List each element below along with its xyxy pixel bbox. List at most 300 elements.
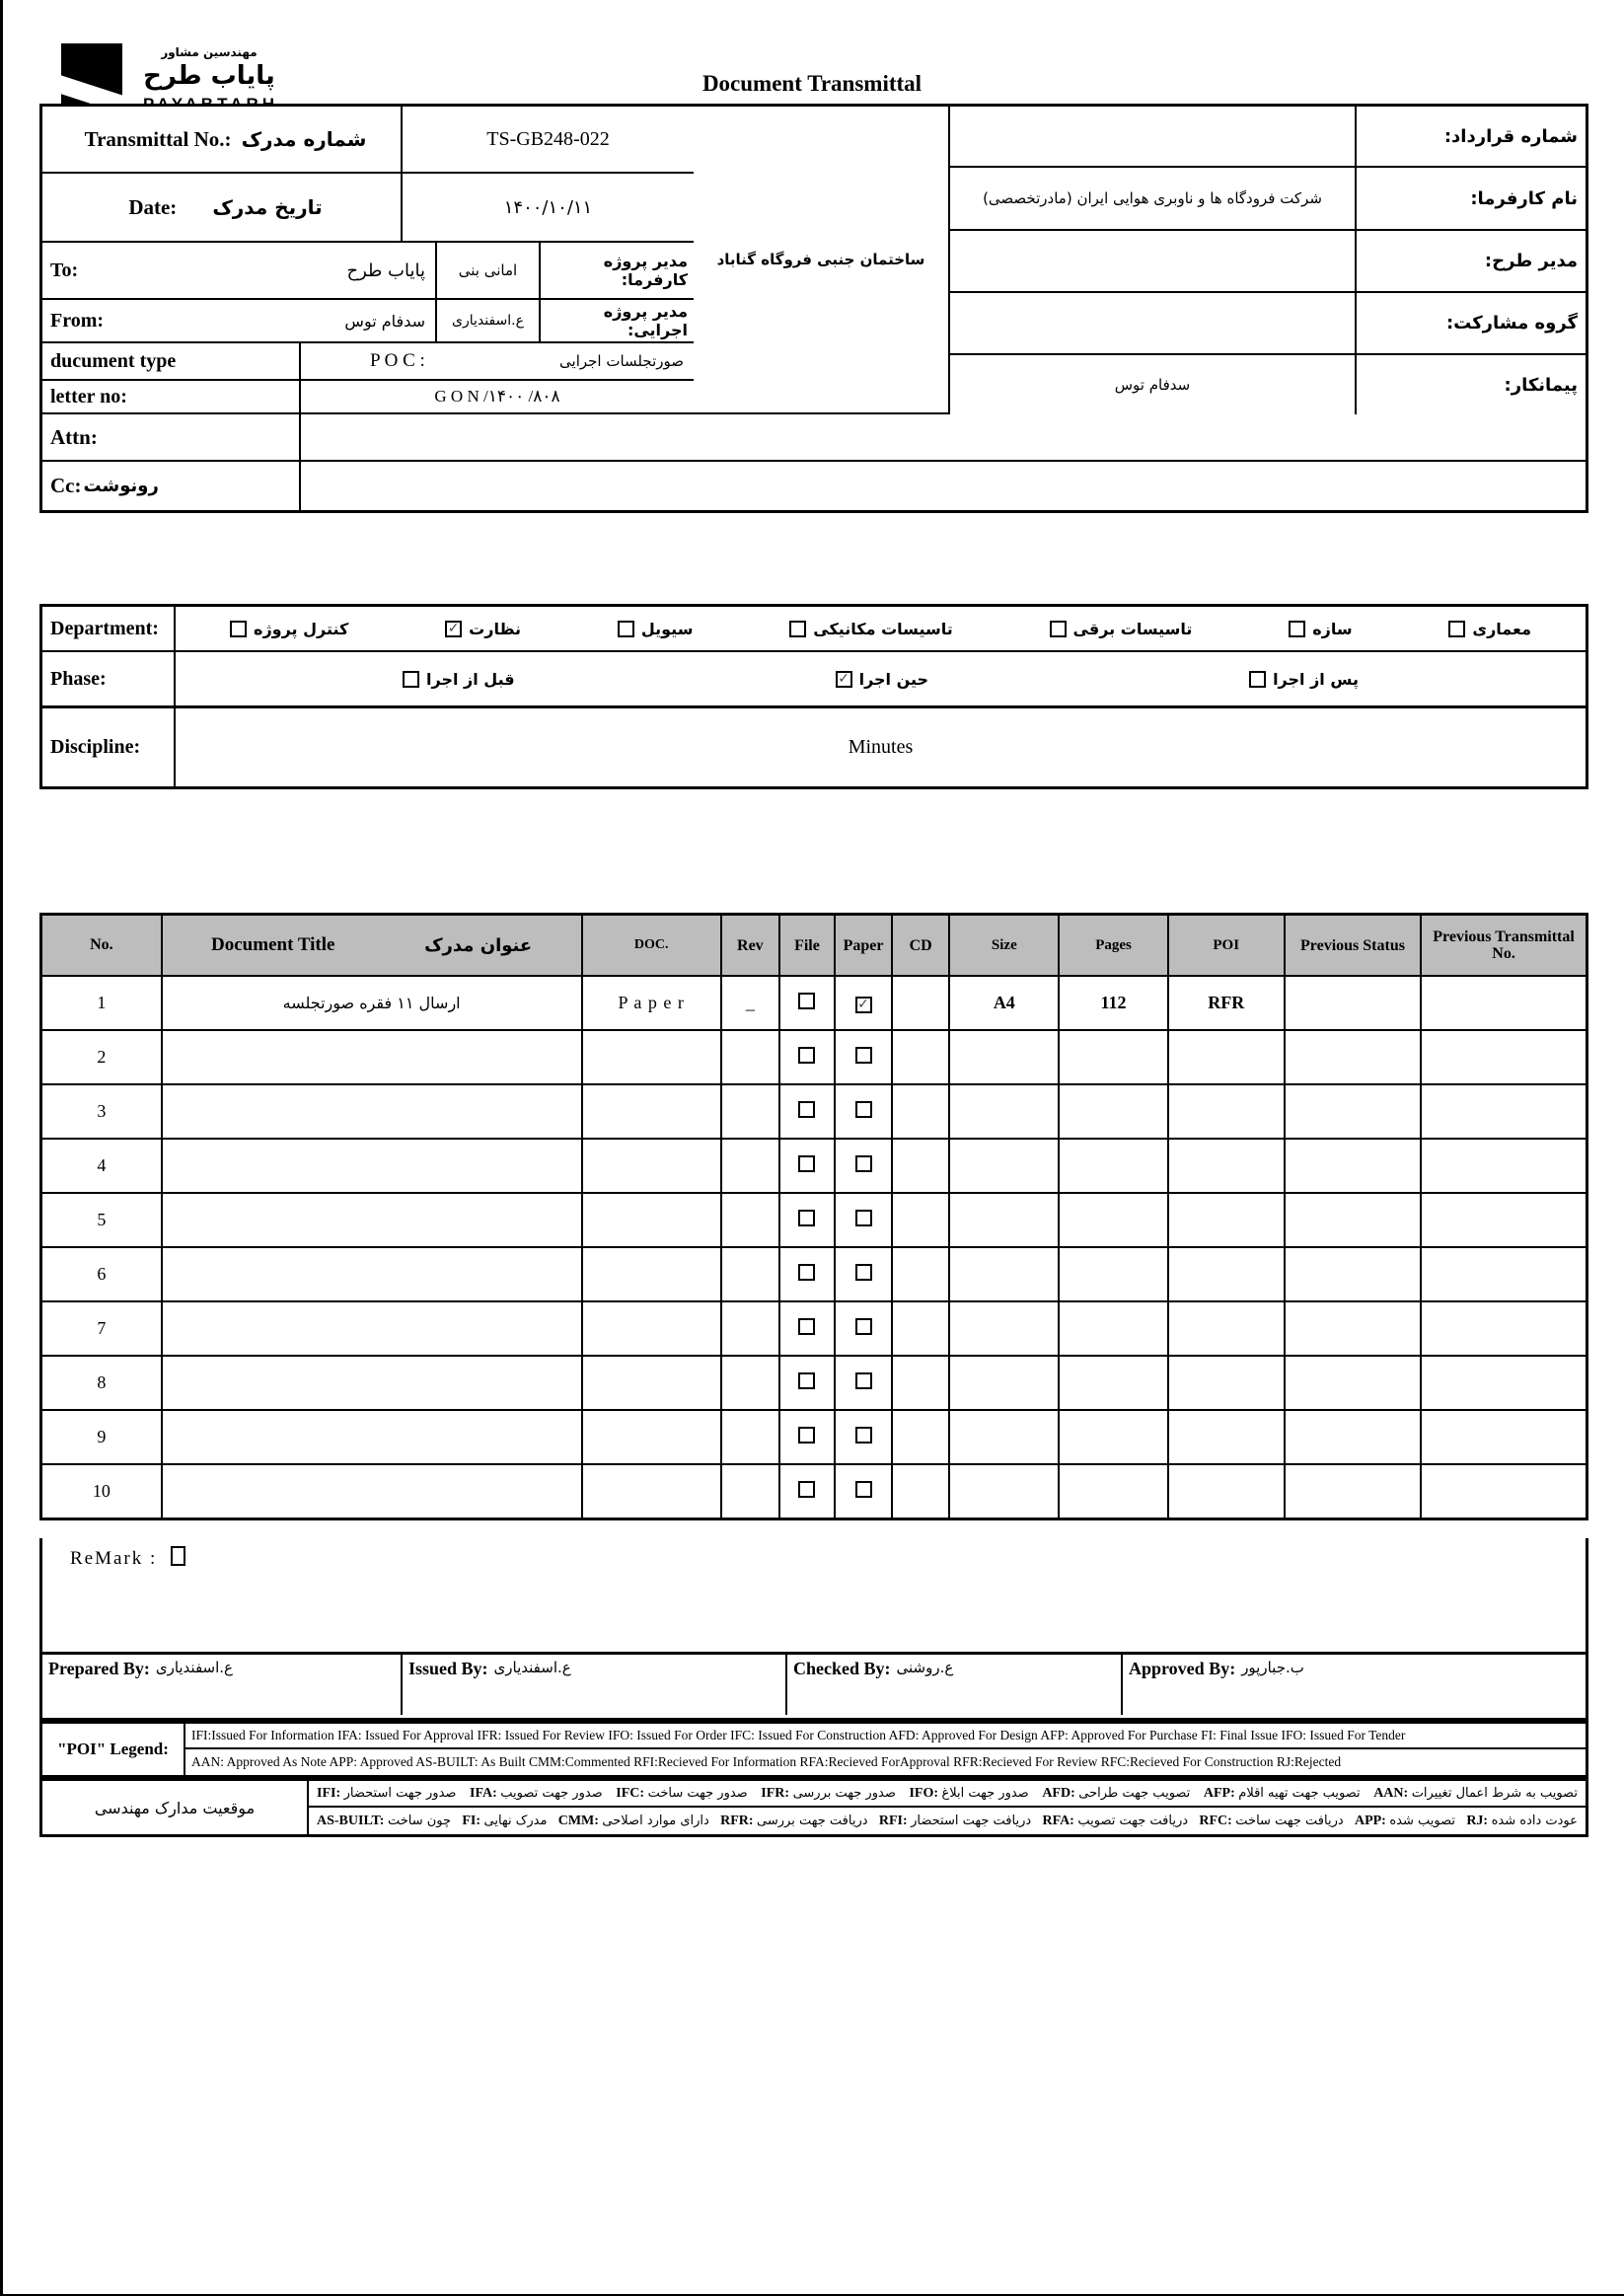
cell-paper [835, 1247, 892, 1301]
cell-poi [1168, 1356, 1285, 1410]
contract-row-label-text: گروه مشارکت: [1445, 313, 1578, 333]
legend-item-text: چون ساخت [387, 1813, 452, 1828]
cell-cd [892, 1356, 949, 1410]
cell-paper [835, 1356, 892, 1410]
contract-row-value [950, 231, 1355, 293]
legend-item-text: صدور جهت بررسی [792, 1785, 896, 1801]
cell-rev [721, 1356, 779, 1410]
signature-cell [1123, 1655, 1588, 1715]
cell-size [949, 1139, 1059, 1193]
cell-prev-status [1285, 1193, 1421, 1247]
file-checkbox[interactable] [798, 1210, 815, 1226]
doc-type-label: ducument type [50, 349, 177, 372]
attn-label-cell [42, 414, 301, 462]
legend-item [720, 1814, 867, 1829]
signature-label: Prepared By: [48, 1659, 150, 1678]
client-pm-value-cell [437, 243, 541, 300]
file-checkbox[interactable] [798, 1047, 815, 1064]
department-checkbox-2[interactable] [1050, 621, 1067, 637]
legend-item [1042, 1786, 1190, 1802]
contract-row-label-text: پیمانکار: [1504, 374, 1578, 396]
table-row [41, 1139, 1587, 1193]
cell-prev-status [1285, 1301, 1421, 1356]
department-option-label: تاسیسات مکانیکی [813, 619, 953, 638]
cell-pages [1059, 1030, 1167, 1084]
contract-row-label-text: شماره قرارداد: [1443, 125, 1578, 147]
cell-file [779, 1356, 835, 1410]
signature-name: ع.روشنی [896, 1659, 954, 1676]
department-option-label: معماری [1472, 619, 1531, 638]
logo-fa-tagline: مهندسین مشاور [161, 45, 258, 59]
cell-doc [582, 1030, 721, 1084]
cell-no: 5 [41, 1193, 162, 1247]
to-label-cell [42, 243, 176, 300]
cell-title [162, 1139, 582, 1193]
cell-doc: P a p e r [582, 976, 721, 1030]
legend-item-text: تصویب به شرط اعمال تغییرات [1411, 1785, 1578, 1801]
legend-item-text: صدور جهت ساخت [647, 1785, 748, 1801]
cell-no: 1 [41, 976, 162, 1030]
legend-item [761, 1786, 896, 1802]
cell-rev [721, 1193, 779, 1247]
department-checkbox-5[interactable]: ✓ [445, 621, 462, 637]
legend-item-text: مدرک نهایی [483, 1813, 548, 1828]
remark-section [39, 1538, 1588, 1655]
cell-rev [721, 1410, 779, 1464]
legend-item-text: دریافت جهت بررسی [757, 1813, 868, 1828]
signature-cell [42, 1655, 403, 1715]
legend-item-text: تصویب جهت تهیه اقلام [1238, 1785, 1361, 1801]
legend-item-code: IFI: [317, 1785, 344, 1801]
cell-pages [1059, 1247, 1167, 1301]
cell-no: 2 [41, 1030, 162, 1084]
letter-no-value-cell [301, 381, 694, 414]
department-option-label: تاسیسات برقی [1072, 619, 1193, 638]
placeholder-box-glyph [171, 1546, 185, 1566]
col-header-size: Size [949, 915, 1059, 977]
cell-prev-status [1285, 1139, 1421, 1193]
poi-legend-line2: AAN: Approved As Note APP: Approved AS-BUILT: As Built CMM:Commented RFI:Recieved For Information RFA:Recieved ForApproval RFR:Recieved For Review RFC:Recieved For Construction RJ:Rejected [191, 1754, 1342, 1770]
department-option-label: نظارت [469, 619, 522, 638]
poi-legend-line1-cell [185, 1724, 1586, 1749]
poi-legend-label-cell [42, 1724, 185, 1775]
fa-legend-label: موقعیت مدارک مهندسی [94, 1798, 256, 1817]
cell-doc [582, 1356, 721, 1410]
legend-item-text: دریافت جهت استحضار [911, 1813, 1032, 1828]
col-header-pages: Pages [1059, 915, 1167, 977]
department-option-label: سازه [1312, 619, 1353, 638]
cell-paper [835, 1410, 892, 1464]
cell-size: A4 [949, 976, 1059, 1030]
client-pm-label: مدیر پروژه کارفرما: [603, 252, 688, 289]
table-row [41, 1464, 1587, 1519]
cell-cd [892, 1084, 949, 1139]
legend-item-code: IFO: [909, 1785, 942, 1801]
department-checkbox-4[interactable] [618, 621, 634, 637]
table-row [41, 1247, 1587, 1301]
legend-item-code: RJ: [1466, 1813, 1492, 1828]
cell-prev-transmittal [1421, 1464, 1587, 1519]
cell-doc [582, 1139, 721, 1193]
paper-checkbox[interactable] [855, 1318, 872, 1335]
paper-checkbox[interactable]: ✓ [855, 997, 872, 1013]
file-checkbox[interactable] [798, 993, 815, 1009]
col-header-poi: POI [1168, 915, 1285, 977]
cell-rev [721, 1084, 779, 1139]
contract-row-value [950, 168, 1355, 231]
cell-title: ارسال ۱۱ فقره صورتجلسه [162, 976, 582, 1030]
cell-poi [1168, 1084, 1285, 1139]
file-checkbox[interactable] [798, 1318, 815, 1335]
col-header-rev: Rev [721, 915, 779, 977]
cell-file [779, 1410, 835, 1464]
paper-checkbox[interactable] [855, 1481, 872, 1498]
legend-item [1199, 1814, 1343, 1829]
cell-file [779, 1139, 835, 1193]
cell-rev [721, 1139, 779, 1193]
department-option [1050, 620, 1193, 638]
cell-title [162, 1356, 582, 1410]
cell-prev-status [1285, 1030, 1421, 1084]
scan-edge-left [0, 0, 3, 2296]
col-header-prev-status: Previous Status [1285, 915, 1421, 977]
cell-file [779, 1084, 835, 1139]
signature-cell [403, 1655, 787, 1715]
from-value: سدفام توس [344, 311, 425, 331]
department-checkbox-6[interactable] [230, 621, 247, 637]
legend-item-text: عودت داده شده [1491, 1813, 1578, 1828]
cell-size [949, 1247, 1059, 1301]
cell-cd [892, 1410, 949, 1464]
legend-item [462, 1814, 547, 1829]
department-option [1289, 620, 1352, 638]
file-checkbox[interactable] [798, 1481, 815, 1498]
phase-option-label: قبل از اجرا [426, 669, 515, 689]
cell-paper [835, 1030, 892, 1084]
legend-item [470, 1786, 603, 1802]
cell-pages [1059, 1410, 1167, 1464]
signature-cell [787, 1655, 1123, 1715]
contract-row-label [1355, 231, 1586, 293]
file-checkbox[interactable] [798, 1427, 815, 1444]
cell-file [779, 1247, 835, 1301]
cell-cd [892, 1139, 949, 1193]
contract-row-label [1355, 293, 1586, 355]
cell-prev-status [1285, 1410, 1421, 1464]
phase-checkbox-0[interactable] [1249, 671, 1266, 688]
cell-paper [835, 1464, 892, 1519]
cell-cd [892, 1030, 949, 1084]
cell-pages [1059, 1193, 1167, 1247]
document-list-table [39, 913, 1588, 1520]
cell-title [162, 1464, 582, 1519]
from-label: From: [50, 309, 105, 332]
file-checkbox[interactable] [798, 1372, 815, 1389]
cell-paper [835, 1139, 892, 1193]
signature-name: ب.جبارپور [1241, 1659, 1304, 1676]
cell-size [949, 1084, 1059, 1139]
cell-file [779, 1301, 835, 1356]
signature-label: Approved By: [1129, 1659, 1236, 1678]
department-option-label: سیویل [640, 619, 694, 638]
cell-pages [1059, 1356, 1167, 1410]
department-option [1448, 620, 1531, 638]
legend-item-text: صدور جهت تصویب [500, 1785, 603, 1801]
cell-poi [1168, 1464, 1285, 1519]
fa-legend-section [39, 1778, 1588, 1837]
legend-item [879, 1814, 1031, 1829]
cell-no: 4 [41, 1139, 162, 1193]
cell-poi [1168, 1247, 1285, 1301]
discipline-value: Minutes [848, 736, 914, 758]
cell-paper [835, 1193, 892, 1247]
date-label-en: Date: [128, 194, 178, 219]
exec-pm-value-cell [437, 300, 541, 343]
doc-type-value-fa: صورتجلسات اجرایی [559, 352, 684, 370]
remark-label: ReMark : [70, 1546, 185, 1570]
cell-pages: 112 [1059, 976, 1167, 1030]
cell-rev [721, 1301, 779, 1356]
discipline-label: Discipline: [50, 736, 141, 758]
cell-title [162, 1084, 582, 1139]
legend-item [558, 1814, 709, 1829]
cc-label-fa: رونوشت [83, 476, 159, 496]
logo-fa-name: پایاب طرح [143, 61, 275, 91]
department-checkbox-1[interactable] [1289, 621, 1305, 637]
transmittal-no-label-en: Transmittal No.: [84, 126, 232, 151]
department-label: Department: [50, 617, 159, 639]
paper-checkbox[interactable] [855, 1047, 872, 1064]
legend-item-code: AFD: [1042, 1785, 1079, 1801]
legend-item-text: صدور جهت ابلاغ [941, 1785, 1029, 1801]
legend-item-code: IFR: [761, 1785, 793, 1801]
phase-label: Phase: [50, 667, 107, 690]
contract-row-label [1355, 168, 1586, 231]
transmittal-no-label-fa: شماره مدرک [241, 127, 367, 151]
cell-doc [582, 1301, 721, 1356]
paper-checkbox[interactable] [855, 1155, 872, 1172]
legend-item-code: IFA: [470, 1785, 501, 1801]
legend-item-code: FI: [462, 1813, 484, 1828]
department-checkbox-0[interactable] [1448, 621, 1465, 637]
department-option [230, 620, 348, 638]
legend-item-code: RFA: [1042, 1813, 1078, 1828]
col-header-paper: Paper [835, 915, 892, 977]
letter-no-label-cell [42, 381, 301, 414]
cell-size [949, 1301, 1059, 1356]
legend-item [1373, 1786, 1578, 1802]
info-table [39, 104, 1588, 513]
legend-item-code: AFP: [1203, 1785, 1239, 1801]
doc-type-value: P O C : [370, 350, 425, 371]
cell-size [949, 1030, 1059, 1084]
cell-no: 9 [41, 1410, 162, 1464]
paper-checkbox[interactable] [855, 1264, 872, 1281]
cell-file [779, 1030, 835, 1084]
exec-pm-label: مدیر پروژه اجرایی: [603, 302, 688, 339]
fa-legend-label-cell [42, 1781, 309, 1834]
file-checkbox[interactable] [798, 1264, 815, 1281]
legend-item-text: تصویب شده [1389, 1813, 1455, 1828]
cell-rev [721, 1247, 779, 1301]
signature-name: ع.اسفندیاری [155, 1659, 233, 1676]
cell-cd [892, 1247, 949, 1301]
table-row [41, 1030, 1587, 1084]
contract-row-value-text: سدفام توس [1114, 376, 1191, 394]
cell-cd [892, 1193, 949, 1247]
legend-item [317, 1786, 456, 1802]
table-row [41, 1084, 1587, 1139]
poi-legend-line1: IFI:Issued For Information IFA: Issued For Approval IFR: Issued For Review IFO: Issued For Order IFC: Issued For Construction AFD: Approved For Design AFP: Approved For Purchase FI: Final Issue IFO: Issued For Tender [191, 1728, 1406, 1743]
cell-title [162, 1410, 582, 1464]
cell-rev [721, 1464, 779, 1519]
doc-type-value-cell [301, 343, 694, 381]
signatures-section [39, 1655, 1588, 1721]
contract-row-value-text: شرکت فرودگاه ها و ناوبری هوایی ایران (مادرتخصصی) [983, 189, 1322, 207]
contract-row-label-text: مدیر طرح: [1484, 251, 1578, 271]
cc-label-cell [42, 462, 301, 510]
paper-checkbox[interactable] [855, 1427, 872, 1444]
from-label-cell [42, 300, 176, 343]
contract-row-label [1355, 355, 1586, 414]
legend-item-code: APP: [1354, 1813, 1390, 1828]
cell-poi [1168, 1301, 1285, 1356]
legend-item [1042, 1814, 1188, 1829]
legend-item-text: دارای موارد اصلاحی [602, 1813, 709, 1828]
to-label: To: [50, 259, 79, 281]
department-checkbox-3[interactable] [789, 621, 806, 637]
department-option [445, 620, 521, 638]
cell-doc [582, 1410, 721, 1464]
cell-prev-transmittal [1421, 1356, 1587, 1410]
cell-doc [582, 1193, 721, 1247]
legend-item-text: دریافت جهت ساخت [1235, 1813, 1344, 1828]
contract-row-label [1355, 107, 1586, 168]
attn-label: Attn: [50, 424, 98, 449]
file-checkbox[interactable] [798, 1101, 815, 1118]
cell-cd [892, 1301, 949, 1356]
cell-no: 10 [41, 1464, 162, 1519]
table-header-row [41, 915, 1587, 977]
col-header-file: File [779, 915, 835, 977]
cell-paper [835, 1301, 892, 1356]
phase-checkbox-2[interactable] [403, 671, 419, 688]
cell-prev-transmittal [1421, 1301, 1587, 1356]
legend-item-text: تصویب جهت طراحی [1078, 1785, 1191, 1801]
cell-prev-status [1285, 1356, 1421, 1410]
legend-item-code: AS-BUILT: [317, 1813, 388, 1828]
department-label-cell [42, 607, 176, 652]
contract-row-value [950, 293, 1355, 355]
cell-no: 7 [41, 1301, 162, 1356]
legend-item [1466, 1814, 1578, 1829]
cell-title [162, 1247, 582, 1301]
cell-size [949, 1410, 1059, 1464]
poi-legend-line2-cell [185, 1749, 1586, 1775]
file-checkbox[interactable] [798, 1155, 815, 1172]
department-options [176, 607, 1586, 652]
department-option-label: کنترل پروژه [254, 619, 349, 638]
date-label-cell [42, 174, 403, 243]
signature-label: Issued By: [408, 1659, 488, 1678]
cell-size [949, 1464, 1059, 1519]
transmittal-no-label-cell [42, 107, 403, 174]
cell-poi [1168, 1410, 1285, 1464]
cell-pages [1059, 1139, 1167, 1193]
letter-no-value: G O N /۱۴۰۰ /۸۰۸ [434, 387, 560, 406]
cell-paper [835, 976, 892, 1030]
cell-title [162, 1193, 582, 1247]
cell-pages [1059, 1464, 1167, 1519]
table-row [41, 976, 1587, 1030]
cell-rev [721, 1030, 779, 1084]
cell-doc [582, 1247, 721, 1301]
cell-title [162, 1030, 582, 1084]
cell-prev-transmittal [1421, 1030, 1587, 1084]
col-header-title: Document Title عنوان مدرک [162, 915, 582, 977]
phase-option [1249, 670, 1359, 689]
date-value: ۱۴۰۰/۱۰/۱۱ [403, 174, 694, 243]
cell-pages [1059, 1301, 1167, 1356]
cell-no: 8 [41, 1356, 162, 1410]
cell-prev-status [1285, 1247, 1421, 1301]
discipline-value-cell [176, 708, 1586, 786]
cell-prev-transmittal [1421, 1139, 1587, 1193]
cc-value-cell [301, 462, 1586, 510]
to-value-cell [176, 243, 437, 300]
legend-item-code: IFC: [616, 1785, 648, 1801]
cell-poi [1168, 1139, 1285, 1193]
cell-doc [582, 1464, 721, 1519]
cell-size [949, 1193, 1059, 1247]
cell-prev-transmittal [1421, 1193, 1587, 1247]
paper-checkbox[interactable] [855, 1101, 872, 1118]
contract-info-section [950, 107, 1586, 414]
legend-item-code: RFR: [720, 1813, 758, 1828]
col-header-doc: DOC. [582, 915, 721, 977]
cell-cd [892, 1464, 949, 1519]
phase-option [836, 670, 928, 689]
cell-prev-transmittal [1421, 1084, 1587, 1139]
cell-doc [582, 1084, 721, 1139]
phase-option-label: پس از اجرا [1273, 669, 1359, 689]
cell-prev-status [1285, 1084, 1421, 1139]
legend-item-code: RFC: [1199, 1813, 1236, 1828]
paper-checkbox[interactable] [855, 1210, 872, 1226]
transmittal-no-value: TS-GB248-022 [403, 107, 694, 174]
phase-checkbox-1[interactable]: ✓ [836, 671, 852, 688]
cell-file [779, 1193, 835, 1247]
cell-prev-transmittal [1421, 1247, 1587, 1301]
table-row [41, 1301, 1587, 1356]
legend-item-code: AAN: [1373, 1785, 1412, 1801]
table-row [41, 1410, 1587, 1464]
cell-title [162, 1301, 582, 1356]
date-label-fa: تاریخ مدرک [212, 195, 323, 219]
project-name-cell [694, 107, 950, 414]
table-row [41, 1356, 1587, 1410]
client-pm-label-cell [541, 243, 694, 300]
cell-no: 6 [41, 1247, 162, 1301]
cell-cd [892, 976, 949, 1030]
doc-type-label-cell [42, 343, 301, 381]
cell-prev-status [1285, 976, 1421, 1030]
legend-item-text: دریافت جهت تصویب [1077, 1813, 1189, 1828]
paper-checkbox[interactable] [855, 1372, 872, 1389]
cell-poi [1168, 1193, 1285, 1247]
col-header-prev-transmittal: Previous Transmittal No. [1421, 915, 1587, 977]
cell-prev-status [1285, 1464, 1421, 1519]
